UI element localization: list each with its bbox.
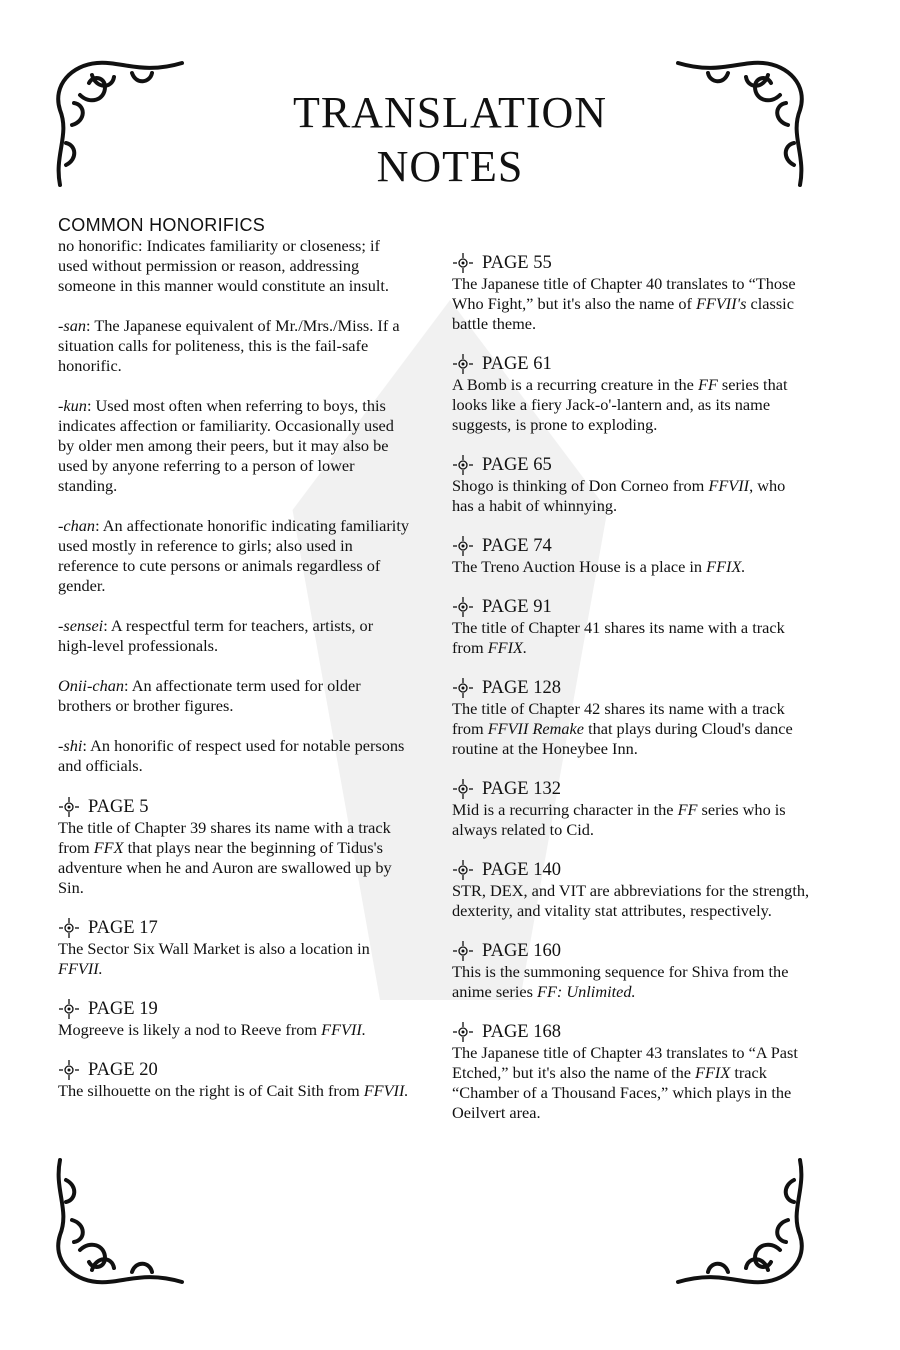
compass-star-icon (452, 677, 474, 699)
honorific-definition (58, 616, 410, 656)
page-note-text (58, 1081, 410, 1101)
page-note-text (452, 699, 810, 759)
page-note-heading (452, 778, 810, 800)
page-number-label: PAGE 19 (88, 999, 158, 1019)
page-note-text (58, 818, 410, 898)
page-note-heading (58, 998, 410, 1020)
title-line: NOTES (376, 142, 524, 191)
text-segment: : An affectionate honorific indicating familiarity used mostly in reference to girls; also used in reference to cute persons or animals regardless of gender. (58, 516, 409, 595)
compass-star-icon (58, 1059, 80, 1081)
compass-star-icon (452, 1021, 474, 1043)
page-number-label: PAGE 61 (482, 354, 552, 374)
compass-star-icon (452, 940, 474, 962)
compass-star-icon (452, 596, 474, 618)
page-note-text (452, 962, 810, 1002)
italic-title: -shi (58, 736, 83, 755)
text-segment: Shogo is thinking of Don Corneo from (452, 476, 709, 495)
text-segment: : Used most often when referring to boys, this indicates affection or familiarity. Occasionally used by older men among their peers, but it may also be used by anyone referring to a person of lower standing. (58, 396, 394, 495)
page-note (58, 796, 410, 898)
page-number-label: PAGE 20 (88, 1060, 158, 1080)
text-segment: series that looks like a fiery Jack-o'-lantern and, as its name suggests, is prone to exploding. (452, 375, 788, 434)
italic-title: FFVII (708, 476, 750, 495)
page-note-text (452, 881, 810, 921)
page-number-label: PAGE 91 (482, 597, 552, 617)
italic-title: -san (58, 316, 87, 335)
italic-title: FFVII. (363, 1081, 409, 1100)
italic-title: FFVII. (58, 959, 103, 978)
page-note (452, 859, 810, 921)
honorific-definition (58, 396, 410, 496)
compass-star-icon (452, 859, 474, 881)
page-note-heading (452, 353, 810, 375)
text-segment: that plays near the beginning of Tidus's adventure when he and Auron are swallowed up by Sin. (58, 838, 392, 897)
page-note-text (452, 476, 810, 516)
italic-title: FFVII Remake (487, 719, 584, 738)
text-segment: , who has a habit of whinnying. (452, 476, 786, 515)
italic-title: FFIX (695, 1063, 731, 1082)
text-segment: series who is always related to Cid. (452, 800, 786, 839)
page-number-label: PAGE 65 (482, 455, 552, 475)
text-segment: This is the summoning sequence for Shiva from the anime series (452, 962, 789, 1001)
honorific-definition (58, 736, 410, 776)
honorific-definition (58, 516, 410, 596)
page-note (452, 1021, 810, 1123)
italic-title: FF (677, 800, 698, 819)
page-note (58, 917, 410, 979)
text-segment: : A respectful term for teachers, artists, or high-level professionals. (58, 616, 374, 655)
page-note (452, 940, 810, 1002)
honorific-definition (58, 676, 410, 716)
page-note (58, 998, 410, 1040)
text-segment: : The Japanese equivalent of Mr./Mrs./Miss. If a situation calls for politeness, this is the fail-safe honorific. (58, 316, 400, 375)
italic-title: -sensei (58, 616, 104, 635)
text-segment: Mid is a recurring character in the (452, 800, 678, 819)
page-note (452, 677, 810, 759)
honorifics-heading: COMMON HONORIFICS (58, 215, 266, 235)
italic-title: FFVII. (321, 1020, 366, 1039)
page-note (452, 353, 810, 435)
text-segment: that plays during Cloud's dance routine at the Honeybee Inn. (452, 719, 793, 758)
page-note-heading (58, 1059, 410, 1081)
page-note (452, 252, 810, 334)
text-segment: The Japanese title of Chapter 43 translates to “A Past Etched,” but it's also the name of the (452, 1043, 798, 1082)
page-note (452, 778, 810, 840)
italic-title: FFVII's (695, 294, 747, 313)
text-segment: Mogreeve is likely a nod to Reeve from (58, 1020, 322, 1039)
ornament-bottom-right-icon (673, 1155, 808, 1290)
honorifics-list (58, 236, 410, 776)
text-segment: : An honorific of respect used for notable persons and officials. (58, 736, 405, 775)
page-note-heading (452, 535, 810, 557)
italic-title: FF (697, 375, 718, 394)
page-number-label: PAGE 17 (88, 918, 158, 938)
page-note-heading (452, 454, 810, 476)
page-note-heading (452, 859, 810, 881)
text-segment: The Treno Auction House is a place in (452, 557, 707, 576)
page-note-text (452, 1043, 810, 1123)
page-note-heading (452, 940, 810, 962)
italic-title: FF: Unlimited. (537, 982, 636, 1001)
ornament-bottom-left-icon (52, 1155, 187, 1290)
compass-star-icon (58, 998, 80, 1020)
page-note (58, 1059, 410, 1101)
page-title (0, 86, 900, 194)
right-column (452, 252, 810, 1142)
text-segment: STR, DEX, and VIT are abbreviations for the strength, dexterity, and vitality stat attributes, respectively. (452, 881, 810, 920)
compass-star-icon (452, 778, 474, 800)
italic-title: FFX (93, 838, 124, 857)
page-number-label: PAGE 132 (482, 779, 561, 799)
page-note-text (452, 274, 810, 334)
italic-title: Onii-chan (58, 676, 125, 695)
page-number-label: PAGE 74 (482, 536, 552, 556)
page-note (452, 454, 810, 516)
left-column (58, 214, 410, 1120)
text-segment: track “Chamber of a Thousand Faces,” which plays in the Oeilvert area. (452, 1063, 792, 1122)
text-segment: The Sector Six Wall Market is also a location in (58, 939, 370, 958)
text-segment: A Bomb is a recurring creature in the (452, 375, 698, 394)
page-note-heading (452, 1021, 810, 1043)
page-number-label: PAGE 128 (482, 678, 561, 698)
page-number-label: PAGE 140 (482, 860, 561, 880)
text-segment: The title of Chapter 42 shares its name with a track from (452, 699, 785, 738)
title-line: TRANSLATION (292, 88, 608, 137)
page-number-label: PAGE 160 (482, 941, 561, 961)
page-note-heading (452, 677, 810, 699)
page-number-label: PAGE 168 (482, 1022, 561, 1042)
page-note-text (452, 618, 810, 658)
compass-star-icon (452, 252, 474, 274)
italic-title: FFIX. (487, 638, 528, 657)
compass-star-icon (452, 353, 474, 375)
page-note-text (58, 1020, 410, 1040)
page-note-text (452, 800, 810, 840)
text-segment: The title of Chapter 39 shares its name with a track from (58, 818, 391, 857)
notes-list-right (452, 252, 810, 1123)
page-number-label: PAGE 5 (88, 797, 149, 817)
page-note (452, 535, 810, 577)
text-segment: The Japanese title of Chapter 40 translates to “Those Who Fight,” but it's also the name of (452, 274, 796, 313)
text-segment: : An affectionate term used for older brothers or brother figures. (58, 676, 361, 715)
page-note-heading (452, 596, 810, 618)
text-segment: The title of Chapter 41 shares its name with a track from (452, 618, 785, 657)
page-note-text (452, 375, 810, 435)
page-note-heading (58, 796, 410, 818)
text-segment: no honorific: Indicates familiarity or closeness; if used without permission or reason, addressing someone in this manner would constitute an insult. (58, 236, 390, 295)
honorific-definition (58, 316, 410, 376)
page-note (452, 596, 810, 658)
compass-star-icon (58, 796, 80, 818)
text-segment: The silhouette on the right is of Cait Sith from (58, 1081, 364, 1100)
page-note-text (452, 557, 810, 577)
italic-title: -kun (58, 396, 87, 415)
page-note-text (58, 939, 410, 979)
compass-star-icon (452, 454, 474, 476)
compass-star-icon (58, 917, 80, 939)
page-note-heading (452, 252, 810, 274)
page-number-label: PAGE 55 (482, 253, 552, 273)
notes-list-left (58, 796, 410, 1101)
italic-title: FFIX. (706, 557, 746, 576)
page-note-heading (58, 917, 410, 939)
italic-title: -chan (58, 516, 96, 535)
text-segment: classic battle theme. (452, 294, 794, 333)
honorific-definition (58, 236, 410, 296)
compass-star-icon (452, 535, 474, 557)
